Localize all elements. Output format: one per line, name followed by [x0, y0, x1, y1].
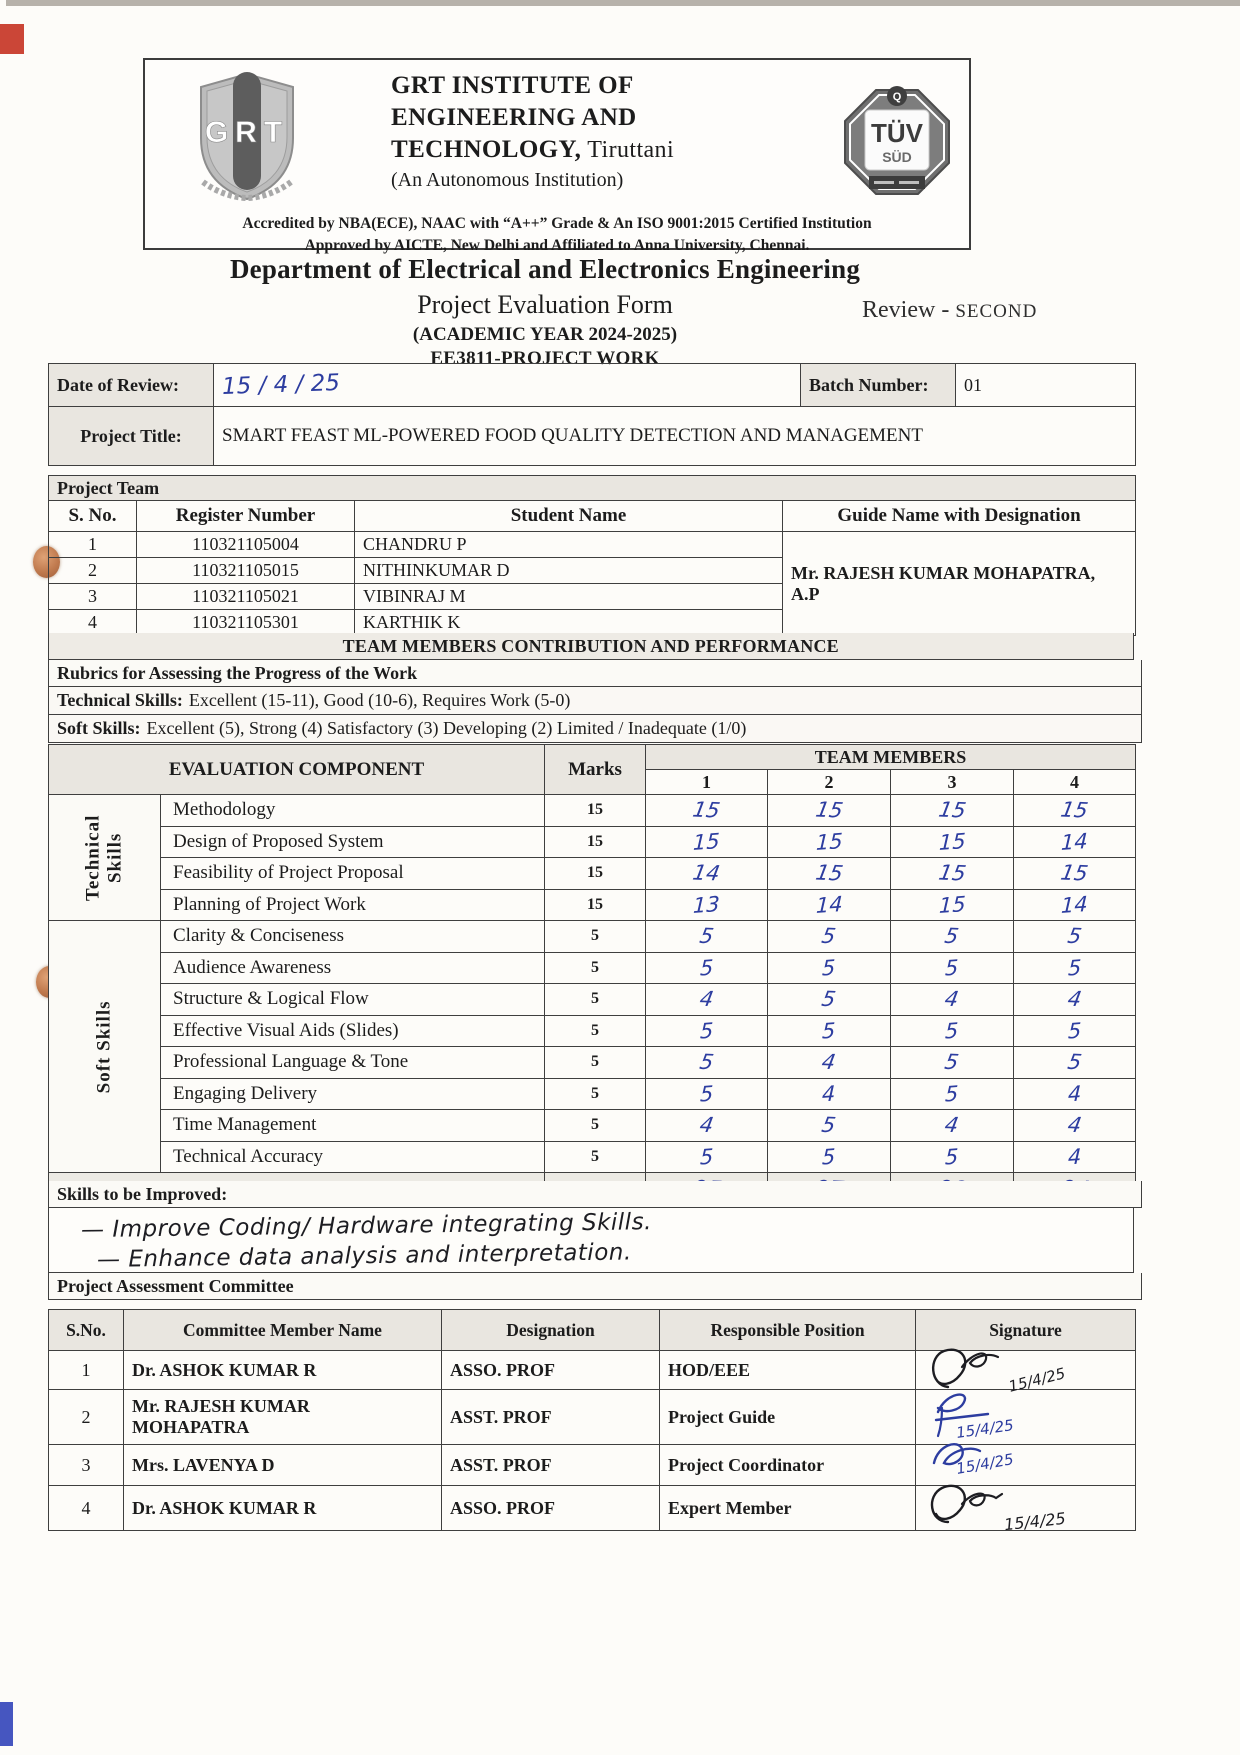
component-name: Clarity & Conciseness [161, 921, 545, 953]
table-row [49, 532, 1136, 558]
committee-position: Project Coordinator [660, 1445, 916, 1486]
score-cell: 15 [768, 795, 891, 827]
score-cell: 15 [646, 795, 768, 827]
member-2-header: 2 [768, 770, 891, 795]
date-of-review-label: Date of Review: [49, 364, 214, 407]
tuv-sud-logo [839, 84, 955, 205]
score-cell: 5 [891, 1015, 1014, 1047]
score-cell: 5 [646, 1047, 768, 1079]
evaluation-table [48, 744, 1136, 1207]
score-cell: 15 [891, 795, 1014, 827]
score-cell: 4 [768, 1047, 891, 1079]
guide-name-header: Guide Name with Designation [783, 501, 1136, 532]
component-name: Professional Language & Tone [161, 1047, 545, 1079]
score-cell: 5 [646, 1015, 768, 1047]
committee-member-name: Mr. RAJESH KUMAR MOHAPATRA [124, 1390, 442, 1445]
signature-cell [916, 1486, 1136, 1535]
max-marks: 15 [545, 795, 646, 827]
evaluation-component-header: EVALUATION COMPONENT [49, 745, 545, 795]
handwritten-note: — Improve Coding/ Hardware integrating Skills. [80, 1209, 653, 1244]
signature-date: 15/4/25 [1003, 1508, 1067, 1535]
committee-position: HOD/EEE [660, 1351, 916, 1390]
project-title-label: Project Title: [49, 407, 214, 466]
table-row [49, 476, 1136, 501]
student-sno: 3 [49, 584, 137, 610]
table-row [49, 889, 1136, 921]
score-cell: 13 [646, 889, 768, 921]
assessment-committee-table [48, 1309, 1136, 1535]
score-cell: 5 [768, 1110, 891, 1142]
score-cell: 5 [891, 952, 1014, 984]
table-row [49, 1078, 1136, 1110]
max-marks: 5 [545, 1141, 646, 1173]
max-marks: 15 [545, 826, 646, 858]
student-name-header: Student Name [355, 501, 783, 532]
score-cell: 5 [768, 984, 891, 1016]
committee-position-header: Responsible Position [660, 1310, 916, 1351]
review-stage: Review - SECOND [862, 297, 1038, 323]
component-name: Methodology [161, 795, 545, 827]
score-cell: 14 [646, 858, 768, 890]
max-marks: 15 [545, 889, 646, 921]
signature-date: 15/4/25 [954, 1450, 1015, 1478]
component-name: Design of Proposed System [161, 826, 545, 858]
score-cell: 5 [646, 1141, 768, 1173]
committee-designation-header: Designation [442, 1310, 660, 1351]
project-title-value: SMART FEAST ML-POWERED FOOD QUALITY DETECTION AND MANAGEMENT [214, 407, 1136, 466]
table-row [49, 858, 1136, 890]
committee-name-header: Committee Member Name [124, 1310, 442, 1351]
score-cell: 14 [1014, 826, 1136, 858]
committee-sno: 4 [49, 1486, 124, 1531]
score-cell: 15 [1014, 858, 1136, 890]
score-cell: 14 [768, 889, 891, 921]
table-row [49, 1015, 1136, 1047]
max-marks: 5 [545, 1110, 646, 1142]
table-row [49, 952, 1136, 984]
table-row [49, 1486, 1136, 1531]
date-of-review-value: 15 / 4 / 25 [214, 364, 801, 407]
score-cell: 15 [646, 826, 768, 858]
svg-text:Q: Q [892, 91, 902, 103]
member-4-header: 4 [1014, 770, 1136, 795]
skills-to-improve-label: Skills to be Improved: [48, 1181, 1142, 1208]
committee-designation: ASSO. PROF [442, 1351, 660, 1390]
technical-skills-rubric: Technical Skills: Excellent (15-11), Good (10-6), Requires Work (5-0) [48, 687, 1142, 715]
committee-member-name: Dr. ASHOK KUMAR R [124, 1351, 442, 1390]
component-name: Planning of Project Work [161, 889, 545, 921]
student-register-number: 110321105301 [137, 610, 355, 636]
institute-name-line2: ENGINEERING AND [391, 104, 637, 131]
handwritten-note: — Enhance data analysis and interpretation. [96, 1239, 632, 1273]
max-marks: 5 [545, 952, 646, 984]
skills-notes-area [48, 1208, 1134, 1273]
accreditation-line1: Accredited by NBA(ECE), NAAC with “A++” Grade & An ISO 9001:2015 Certified Institution [242, 215, 872, 232]
batch-number-label: Batch Number: [801, 364, 956, 407]
score-cell: 4 [768, 1078, 891, 1110]
sno-header: S. No. [49, 501, 137, 532]
signature-date: 15/4/25 [1006, 1364, 1068, 1396]
academic-year: (ACADEMIC YEAR 2024-2025) [412, 324, 678, 345]
form-title: Project Evaluation Form [417, 290, 673, 319]
score-cell: 4 [646, 984, 768, 1016]
committee-member-name: Dr. ASHOK KUMAR R [124, 1486, 442, 1531]
svg-text:GRT: GRT [204, 116, 290, 149]
autonomous-subtitle: (An Autonomous Institution) [391, 169, 624, 191]
department-title: Department of Electrical and Electronics Engineering [229, 254, 861, 284]
component-name: Technical Accuracy [161, 1141, 545, 1173]
guide-name-value: Mr. RAJESH KUMAR MOHAPATRA, A.P [783, 532, 1136, 636]
score-cell: 4 [1014, 984, 1136, 1016]
score-cell: 5 [1014, 1047, 1136, 1079]
table-row [49, 921, 1136, 953]
institute-name-line1: GRT INSTITUTE OF [391, 72, 634, 99]
score-cell: 4 [891, 984, 1014, 1016]
committee-designation: ASSO. PROF [442, 1486, 660, 1531]
score-cell: 4 [1014, 1078, 1136, 1110]
score-cell: 15 [891, 889, 1014, 921]
score-cell: 5 [768, 1015, 891, 1047]
score-cell: 5 [1014, 1015, 1136, 1047]
soft-skills-group-label: Soft Skills [49, 921, 161, 1173]
score-cell: 15 [768, 826, 891, 858]
blue-corner-mark [0, 1702, 13, 1746]
committee-position: Project Guide [660, 1390, 916, 1445]
table-row [49, 1110, 1136, 1142]
svg-text:TÜV: TÜV [871, 118, 923, 148]
score-cell: 5 [646, 1078, 768, 1110]
course-code-title: EE3811-PROJECT WORK [430, 348, 660, 369]
committee-designation: ASST. PROF [442, 1390, 660, 1445]
student-register-number: 110321105021 [137, 584, 355, 610]
student-sno: 4 [49, 610, 137, 636]
max-marks: 5 [545, 1015, 646, 1047]
committee-member-name: Mrs. LAVENYA D [124, 1445, 442, 1486]
accreditation-line2: Approved by AICTE, New Delhi and Affiliated to Anna University, Chennai. [304, 237, 810, 255]
committee-designation: ASST. PROF [442, 1445, 660, 1486]
marks-header: Marks [545, 745, 646, 795]
technical-skills-group-label: Technical Skills [49, 795, 161, 921]
score-cell: 5 [891, 921, 1014, 953]
score-cell: 5 [646, 952, 768, 984]
score-cell: 4 [891, 1110, 1014, 1142]
table-row [49, 1141, 1136, 1173]
score-cell: 15 [891, 858, 1014, 890]
student-register-number: 110321105015 [137, 558, 355, 584]
student-name: CHANDRU P [355, 532, 783, 558]
max-marks: 5 [545, 1078, 646, 1110]
member-1-header: 1 [646, 770, 768, 795]
table-row [49, 1047, 1136, 1079]
institute-name-line3: TECHNOLOGY, Tiruttani [391, 136, 675, 163]
project-team-table [48, 475, 1136, 636]
committee-sno: 1 [49, 1351, 124, 1390]
register-number-header: Register Number [137, 501, 355, 532]
score-cell: 5 [768, 952, 891, 984]
review-info-table [48, 363, 1136, 466]
committee-signature-header: Signature [916, 1310, 1136, 1351]
committee-position: Expert Member [660, 1486, 916, 1531]
table-row [49, 745, 1136, 770]
student-name: KARTHIK K [355, 610, 783, 636]
score-cell: 5 [768, 921, 891, 953]
table-row [49, 826, 1136, 858]
score-cell: 5 [1014, 921, 1136, 953]
score-cell: 15 [768, 858, 891, 890]
contribution-banner: TEAM MEMBERS CONTRIBUTION AND PERFORMANCE [48, 633, 1134, 660]
score-cell: 4 [646, 1110, 768, 1142]
score-cell: 5 [891, 1141, 1014, 1173]
component-name: Feasibility of Project Proposal [161, 858, 545, 890]
score-cell: 4 [1014, 1141, 1136, 1173]
signature-cell [916, 1351, 1136, 1396]
soft-skills-rubric: Soft Skills: Excellent (5), Strong (4) Satisfactory (3) Developing (2) Limited / Inadequate (1/0) [48, 715, 1142, 743]
rubrics-title: Rubrics for Assessing the Progress of the Work [48, 660, 1142, 687]
score-cell: 5 [891, 1047, 1014, 1079]
svg-text:SÜD: SÜD [882, 149, 912, 165]
member-3-header: 3 [891, 770, 1014, 795]
project-team-section-title: Project Team [49, 476, 1136, 501]
grt-shield-logo [193, 70, 301, 207]
committee-sno-header: S.No. [49, 1310, 124, 1351]
batch-number-value: 01 [956, 364, 1136, 407]
score-cell: 15 [891, 826, 1014, 858]
signature-date: 15/4/25 [955, 1416, 1015, 1442]
component-name: Audience Awareness [161, 952, 545, 984]
component-name: Structure & Logical Flow [161, 984, 545, 1016]
team-members-header: TEAM MEMBERS [646, 745, 1136, 770]
component-name: Engaging Delivery [161, 1078, 545, 1110]
max-marks: 5 [545, 1047, 646, 1079]
committee-sno: 3 [49, 1445, 124, 1486]
table-row [49, 1351, 1136, 1390]
table-row [49, 364, 1136, 407]
max-marks: 15 [545, 858, 646, 890]
score-cell: 5 [768, 1141, 891, 1173]
table-row [49, 501, 1136, 532]
score-cell: 5 [646, 921, 768, 953]
max-marks: 5 [545, 921, 646, 953]
scan-edge-artifact [6, 0, 1240, 6]
score-cell: 4 [1014, 1110, 1136, 1142]
score-cell: 14 [1014, 889, 1136, 921]
institute-header [143, 58, 971, 255]
component-name: Effective Visual Aids (Slides) [161, 1015, 545, 1047]
table-row [49, 984, 1136, 1016]
score-cell: 5 [891, 1078, 1014, 1110]
red-corner-mark [0, 24, 24, 54]
score-cell: 5 [1014, 952, 1136, 984]
table-row [49, 795, 1136, 827]
committee-section-title: Project Assessment Committee [48, 1273, 1142, 1300]
rubrics-block [48, 633, 1142, 743]
student-register-number: 110321105004 [137, 532, 355, 558]
skills-to-improve-block [48, 1181, 1142, 1300]
student-sno: 1 [49, 532, 137, 558]
student-name: VIBINRAJ M [355, 584, 783, 610]
max-marks: 5 [545, 984, 646, 1016]
table-row [49, 407, 1136, 466]
student-name: NITHINKUMAR D [355, 558, 783, 584]
score-cell: 15 [1014, 795, 1136, 827]
student-sno: 2 [49, 558, 137, 584]
component-name: Time Management [161, 1110, 545, 1142]
committee-sno: 2 [49, 1390, 124, 1445]
